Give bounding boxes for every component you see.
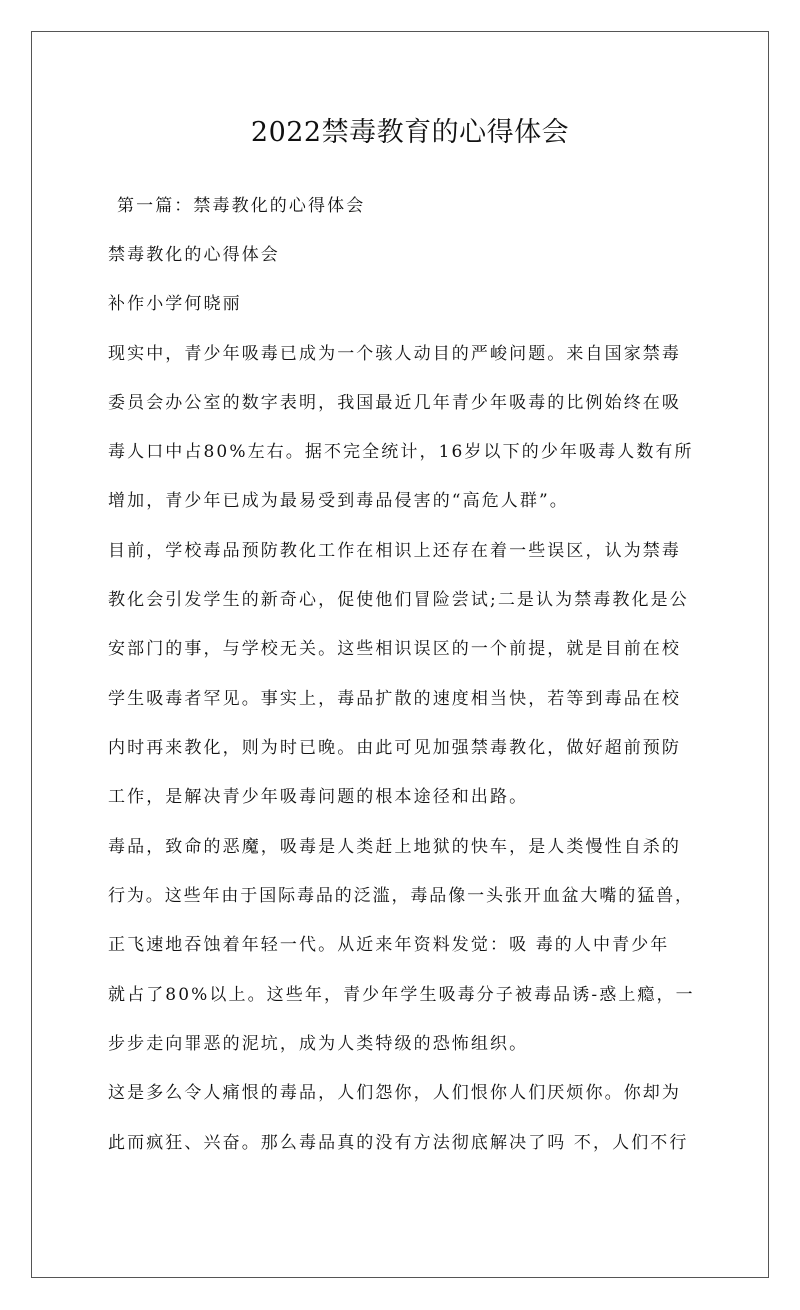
section-heading: 第一篇：禁毒教化的心得体会 xyxy=(117,196,366,216)
paragraph-line: 内时再来教化，则为时已晚。由此可见加强禁毒教化，做好超前预防 xyxy=(108,738,681,758)
paragraph-line: 学生吸毒者罕见。事实上，毒品扩散的速度相当快，若等到毒品在校 xyxy=(108,689,681,709)
paragraph-line: 工作，是解决青少年吸毒问题的根本途径和出路。 xyxy=(108,787,529,807)
paragraph-line: 委员会办公室的数字表明，我国最近几年青少年吸毒的比例始终在吸 xyxy=(108,393,681,413)
paragraph-line: 毒人口中占80%左右。据不完全统计，16岁以下的少年吸毒人数有所 xyxy=(108,442,694,462)
paragraph-line: 正飞速地吞蚀着年轻一代。从近来年资料发觉：吸 毒的人中青少年 xyxy=(108,935,670,955)
paragraph-line: 行为。这些年由于国际毒品的泛滥，毒品像一头张开血盆大嘴的猛兽， xyxy=(108,886,694,906)
paragraph-line: 毒品，致命的恶魔，吸毒是人类赶上地狱的快车，是人类慢性自杀的 xyxy=(108,837,681,857)
paragraph-line: 教化会引发学生的新奇心，促使他们冒险尝试;二是认为禁毒教化是公 xyxy=(108,590,689,610)
paragraph-line: 增加，青少年已成为最易受到毒品侵害的“高危人群”。 xyxy=(108,491,569,511)
paragraph-line: 现实中，青少年吸毒已成为一个骇人动目的严峻问题。来自国家禁毒 xyxy=(108,344,681,364)
author-line: 补作小学何晓丽 xyxy=(108,294,242,314)
paragraph-line: 就占了80%以上。这些年，青少年学生吸毒分子被毒品诱-惑上瘾，一 xyxy=(108,985,695,1005)
essay-title: 禁毒教化的心得体会 xyxy=(108,245,280,265)
document-title: 2022禁毒教育的心得体会 xyxy=(250,117,570,148)
paragraph-line: 这是多么令人痛恨的毒品，人们怨你，人们恨你人们厌烦你。你却为 xyxy=(108,1083,681,1103)
paragraph-line: 步步走向罪恶的泥坑，成为人类特级的恐怖组织。 xyxy=(108,1034,529,1054)
paragraph-line: 目前，学校毒品预防教化工作在相识上还存在着一些误区，认为禁毒 xyxy=(108,541,681,561)
paragraph-line: 安部门的事，与学校无关。这些相识误区的一个前提，就是目前在校 xyxy=(108,639,681,659)
paragraph-line: 此而疯狂、兴奋。那么毒品真的没有方法彻底解决了吗 不，人们不行 xyxy=(108,1133,689,1153)
